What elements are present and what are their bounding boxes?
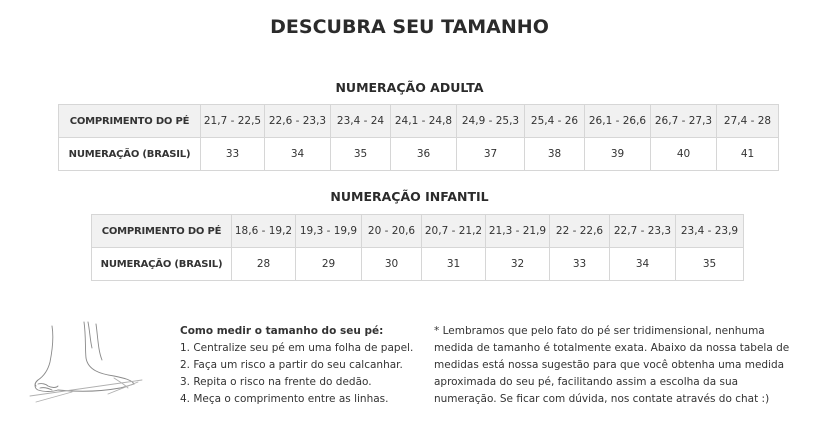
size-cell: 29 (296, 248, 362, 281)
size-cell: 34 (610, 248, 676, 281)
size-cell: 30 (362, 248, 422, 281)
disclaimer-note (434, 323, 814, 408)
note-line: aproximada do seu pé, facilitando assim a escolha da sua (434, 376, 739, 388)
child-size-row (92, 248, 744, 281)
size-cell: 33 (201, 138, 265, 171)
size-cell: 37 (457, 138, 525, 171)
how-to-step: 3. Repita o risco na frente do dedão. (180, 376, 372, 388)
adult-length-row (59, 105, 779, 138)
length-cell: 26,7 - 27,3 (651, 105, 717, 138)
how-to-step: 4. Meça o comprimento entre as linhas. (180, 393, 389, 405)
row-label-length: COMPRIMENTO DO PÉ (59, 105, 201, 138)
size-cell: 39 (585, 138, 651, 171)
page-title: DESCUBRA SEU TAMANHO (270, 16, 549, 38)
size-cell: 32 (486, 248, 550, 281)
length-cell: 23,4 - 23,9 (676, 215, 744, 248)
size-cell: 35 (331, 138, 391, 171)
note-line: medidas está nossa sugestão para que você obtenha uma medida (434, 359, 785, 371)
size-cell: 35 (676, 248, 744, 281)
length-cell: 24,9 - 25,3 (457, 105, 525, 138)
size-cell: 33 (550, 248, 610, 281)
length-cell: 25,4 - 26 (525, 105, 585, 138)
child-section-title: NUMERAÇÃO INFANTIL (330, 189, 489, 204)
size-cell: 40 (651, 138, 717, 171)
adult-section-title: NUMERAÇÃO ADULTA (335, 80, 484, 95)
length-cell: 24,1 - 24,8 (391, 105, 457, 138)
length-cell: 26,1 - 26,6 (585, 105, 651, 138)
length-cell: 22,6 - 23,3 (265, 105, 331, 138)
note-line: * Lembramos que pelo fato do pé ser tridimensional, nenhuma (434, 325, 765, 337)
adult-size-row (59, 138, 779, 171)
note-line: medida de tamanho é totalmente exata. Abaixo da nossa tabela de (434, 342, 790, 354)
length-cell: 22,7 - 23,3 (610, 215, 676, 248)
child-length-row (92, 215, 744, 248)
length-cell: 21,3 - 21,9 (486, 215, 550, 248)
note-line: numeração. Se ficar com dúvida, nos contate através do chat :) (434, 393, 770, 405)
how-to-title: Como medir o tamanho do seu pé: (180, 325, 384, 337)
length-cell: 18,6 - 19,2 (232, 215, 296, 248)
foot-icon (28, 318, 148, 408)
row-label-length: COMPRIMENTO DO PÉ (92, 215, 232, 248)
size-cell: 36 (391, 138, 457, 171)
how-to-measure (180, 323, 430, 408)
length-cell: 22 - 22,6 (550, 215, 610, 248)
length-cell: 19,3 - 19,9 (296, 215, 362, 248)
how-to-step: 1. Centralize seu pé em uma folha de papel. (180, 342, 414, 354)
how-to-step: 2. Faça um risco a partir do seu calcanhar. (180, 359, 403, 371)
row-label-size: NUMERAÇÃO (BRASIL) (59, 138, 201, 171)
size-cell: 31 (422, 248, 486, 281)
length-cell: 20 - 20,6 (362, 215, 422, 248)
length-cell: 20,7 - 21,2 (422, 215, 486, 248)
length-cell: 27,4 - 28 (717, 105, 779, 138)
size-cell: 41 (717, 138, 779, 171)
size-cell: 28 (232, 248, 296, 281)
row-label-size: NUMERAÇÃO (BRASIL) (92, 248, 232, 281)
child-size-table (91, 214, 744, 281)
size-cell: 38 (525, 138, 585, 171)
adult-size-table (58, 104, 779, 171)
size-cell: 34 (265, 138, 331, 171)
length-cell: 23,4 - 24 (331, 105, 391, 138)
length-cell: 21,7 - 22,5 (201, 105, 265, 138)
